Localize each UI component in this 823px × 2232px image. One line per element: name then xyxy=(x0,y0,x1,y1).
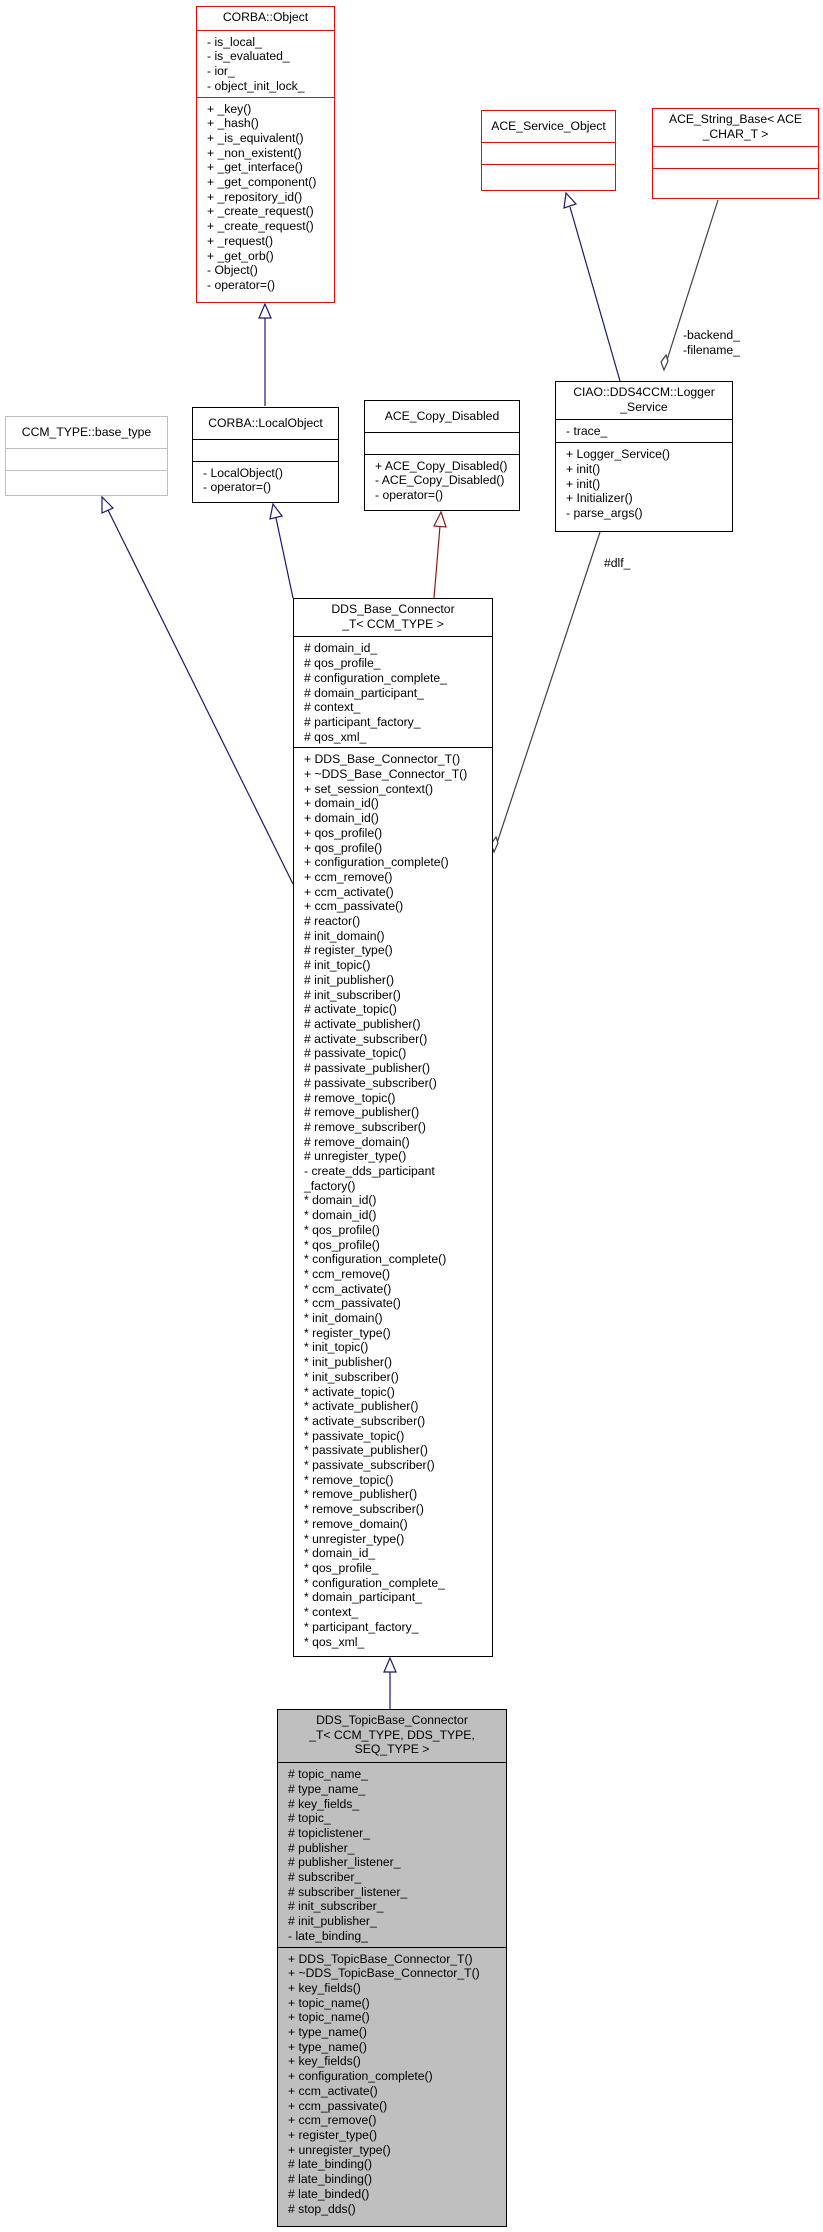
edge-base-connector-to-localobject xyxy=(270,504,293,598)
class-ace-string-base[interactable] xyxy=(652,108,819,199)
attribute: # init_subscriber_ xyxy=(288,1899,384,1914)
method: + _hash() xyxy=(207,116,259,131)
method: * activate_subscriber() xyxy=(304,1413,426,1428)
attribute: - object_init_lock_ xyxy=(207,78,305,93)
method: + DDS_Base_Connector_T() xyxy=(304,752,461,767)
class-title: CCM_TYPE::base_type xyxy=(6,417,167,449)
class-dds-topicbase-connector[interactable] xyxy=(277,1709,507,2227)
attribute: # configuration_complete_ xyxy=(304,670,447,685)
method: # late_binding() xyxy=(288,2157,373,2172)
method: + _is_equivalent() xyxy=(207,130,304,145)
method: + topic_name() xyxy=(288,2010,370,2025)
edge-label-dlf: #dlf_ xyxy=(604,556,631,570)
method: + ccm_activate() xyxy=(288,2083,378,2098)
attribute: # subscriber_ xyxy=(288,1870,362,1885)
method: * qos_profile() xyxy=(304,1222,380,1237)
method: + ACE_Copy_Disabled() xyxy=(375,458,508,473)
method: * qos_profile_ xyxy=(304,1561,379,1575)
method: * configuration_complete_ xyxy=(304,1575,445,1590)
method: + domain_id() xyxy=(304,811,379,826)
method: + _create_request() xyxy=(207,204,314,219)
method: # unregister_type() xyxy=(304,1149,407,1164)
method: - create_dds_participant _factory() xyxy=(304,1164,435,1193)
method: + DDS_TopicBase_Connector_T() xyxy=(288,1951,473,1966)
method: # passivate_subscriber() xyxy=(304,1075,437,1090)
method: + Logger_Service() xyxy=(566,447,670,462)
method: * passivate_topic() xyxy=(304,1428,405,1443)
method: # register_type() xyxy=(304,943,393,958)
method: + topic_name() xyxy=(288,1995,370,2010)
method: + ccm_activate() xyxy=(304,884,394,899)
attribute: - is_local_ xyxy=(207,34,262,49)
method: * activate_topic() xyxy=(304,1384,395,1399)
method: - operator=() xyxy=(207,277,276,292)
attribute: # key_fields_ xyxy=(288,1796,360,1811)
class-dds-base-connector[interactable] xyxy=(293,598,493,1657)
class-title: CORBA::LocalObject xyxy=(193,408,338,440)
edge-localobject-to-object xyxy=(259,304,271,406)
method: - operator=() xyxy=(203,480,272,495)
class-logger-service[interactable] xyxy=(555,381,733,532)
attribute: # topic_ xyxy=(288,1811,331,1826)
method: + domain_id() xyxy=(304,796,379,811)
method: * remove_domain() xyxy=(304,1516,408,1531)
attribute: # publisher_listener_ xyxy=(288,1855,401,1870)
methods-section xyxy=(193,462,338,498)
method: # init_domain() xyxy=(304,928,385,943)
methods-section xyxy=(365,455,519,506)
method: - Object() xyxy=(207,263,258,278)
method: - ACE_Copy_Disabled() xyxy=(375,473,505,488)
method: + init() xyxy=(566,476,601,491)
methods-section xyxy=(278,1948,506,2220)
method: + ccm_remove() xyxy=(288,2113,377,2128)
method: * qos_profile() xyxy=(304,1237,380,1252)
method: * context_ xyxy=(304,1605,359,1620)
method: + _repository_id() xyxy=(207,189,303,204)
method: + _get_component() xyxy=(207,175,317,190)
method: + key_fields() xyxy=(288,1980,361,1995)
attribute: # qos_xml_ xyxy=(304,729,367,744)
method: * remove_topic() xyxy=(304,1472,394,1487)
attribute: # domain_participant_ xyxy=(304,685,424,700)
method: # remove_subscriber() xyxy=(304,1119,426,1134)
method: # stop_dds() xyxy=(288,2201,356,2216)
edge-base-connector-to-copy-disabled xyxy=(434,512,446,598)
method: + qos_profile() xyxy=(304,840,383,855)
methods-section xyxy=(197,98,334,296)
method: * register_type() xyxy=(304,1325,391,1340)
attribute: # context_ xyxy=(304,700,361,715)
methods-section xyxy=(482,165,615,186)
method: + qos_profile() xyxy=(304,825,383,840)
method: # remove_publisher() xyxy=(304,1105,420,1120)
method: + _request() xyxy=(207,233,274,248)
method: + configuration_complete() xyxy=(288,2069,433,2084)
attribute: # qos_profile_ xyxy=(304,656,381,671)
attributes-section xyxy=(482,143,615,165)
methods-section xyxy=(556,443,732,524)
edge-label-backend-filename: -backend_ -filename_ xyxy=(683,328,740,357)
method: + init() xyxy=(566,461,601,476)
class-corba-object[interactable] xyxy=(196,6,335,303)
method: * ccm_passivate() xyxy=(304,1296,401,1311)
method: + _key() xyxy=(207,101,252,116)
class-title: ACE_Service_Object xyxy=(482,111,615,143)
method: - LocalObject() xyxy=(203,465,283,480)
class-title: DDS_TopicBase_Connector _T< CCM_TYPE, DDS_TYPE, SEQ_TYPE > xyxy=(278,1710,506,1763)
attribute: # type_name_ xyxy=(288,1781,366,1796)
attributes-section xyxy=(278,1763,506,1947)
method: + ccm_passivate() xyxy=(288,2098,388,2113)
method: * init_publisher() xyxy=(304,1355,393,1370)
methods-section xyxy=(6,471,167,492)
method: * remove_publisher() xyxy=(304,1487,418,1502)
class-title: DDS_Base_Connector _T< CCM_TYPE > xyxy=(294,599,492,637)
attributes-section xyxy=(6,449,167,471)
method: * init_subscriber() xyxy=(304,1369,399,1384)
class-ccm-type-base-type[interactable] xyxy=(5,416,168,496)
class-title: CORBA::Object xyxy=(197,7,334,31)
method: # late_binded() xyxy=(288,2186,370,2201)
class-ace-service-object[interactable] xyxy=(481,110,616,191)
method: + configuration_complete() xyxy=(304,855,449,870)
method: # init_topic() xyxy=(304,958,371,973)
method: * remove_subscriber() xyxy=(304,1502,424,1517)
method: + ccm_remove() xyxy=(304,869,393,884)
methods-section xyxy=(653,169,818,190)
method: # init_publisher() xyxy=(304,972,395,987)
method: # late_binding() xyxy=(288,2172,373,2187)
method: * passivate_publisher() xyxy=(304,1443,428,1458)
method: + ccm_passivate() xyxy=(304,899,404,914)
method: * init_domain() xyxy=(304,1311,383,1326)
method: # init_subscriber() xyxy=(304,987,401,1002)
method: + ~DDS_TopicBase_Connector_T() xyxy=(288,1966,480,1981)
method: * participant_factory_ xyxy=(304,1619,419,1634)
edge-logger-to-base-connector xyxy=(491,532,600,852)
method: * configuration_complete() xyxy=(304,1252,447,1267)
attribute: # participant_factory_ xyxy=(304,714,421,729)
edge-base-connector-to-base-type xyxy=(102,497,293,884)
method: + _get_orb() xyxy=(207,248,274,263)
method: * passivate_subscriber() xyxy=(304,1458,435,1473)
method: * unregister_type() xyxy=(304,1531,405,1546)
method: + key_fields() xyxy=(288,2054,361,2069)
attribute: # domain_id_ xyxy=(304,641,378,656)
attributes-section xyxy=(294,637,492,748)
method: + type_name() xyxy=(288,2039,367,2054)
method: * ccm_remove() xyxy=(304,1266,391,1281)
attribute: # topiclistener_ xyxy=(288,1825,370,1840)
edge-topicbase-to-base-connector xyxy=(384,1658,396,1709)
method: # passivate_publisher() xyxy=(304,1061,431,1076)
method: + _non_existent() xyxy=(207,145,302,160)
method: * qos_xml_ xyxy=(304,1634,365,1649)
attributes-section xyxy=(653,147,818,169)
method: + Initializer() xyxy=(566,491,633,506)
attribute: - is_evaluated_ xyxy=(207,49,290,64)
class-title: ACE_Copy_Disabled xyxy=(365,401,519,433)
method: * domain_id() xyxy=(304,1193,377,1208)
method: * init_topic() xyxy=(304,1340,369,1355)
method: + set_session_context() xyxy=(304,781,434,796)
method: # remove_domain() xyxy=(304,1134,410,1149)
method: + register_type() xyxy=(288,2127,378,2142)
method: # activate_publisher() xyxy=(304,1016,421,1031)
method: - operator=() xyxy=(375,488,444,503)
attribute: # publisher_ xyxy=(288,1840,355,1855)
method: + _create_request() xyxy=(207,219,314,234)
method: * domain_id_ xyxy=(304,1546,376,1561)
attribute: - ior_ xyxy=(207,64,235,79)
class-title: ACE_String_Base< ACE _CHAR_T > xyxy=(653,109,818,147)
method: * domain_id() xyxy=(304,1208,377,1223)
attributes-section xyxy=(556,420,732,443)
method: * domain_participant_ xyxy=(304,1590,422,1605)
method: - parse_args() xyxy=(566,505,643,520)
method: + unregister_type() xyxy=(288,2142,391,2157)
class-ace-copy-disabled[interactable] xyxy=(364,400,520,511)
class-corba-localobject[interactable] xyxy=(192,407,339,503)
method: # remove_topic() xyxy=(304,1090,396,1105)
attribute: # subscriber_listener_ xyxy=(288,1884,408,1899)
method: + _get_interface() xyxy=(207,160,303,175)
method: * ccm_activate() xyxy=(304,1281,392,1296)
method: # activate_topic() xyxy=(304,1002,397,1017)
attribute: - trace_ xyxy=(566,424,608,439)
attributes-section xyxy=(193,440,338,462)
attributes-section xyxy=(197,31,334,98)
method: # reactor() xyxy=(304,914,361,929)
attributes-section xyxy=(365,433,519,455)
edge-logger-to-service-object xyxy=(564,193,620,381)
method: + type_name() xyxy=(288,2025,367,2040)
method: + ~DDS_Base_Connector_T() xyxy=(304,767,468,782)
method: * activate_publisher() xyxy=(304,1399,419,1414)
methods-section xyxy=(294,748,492,1652)
attribute: # init_publisher_ xyxy=(288,1914,377,1929)
attribute: - late_binding_ xyxy=(288,1928,368,1943)
method: # passivate_topic() xyxy=(304,1046,407,1061)
attribute: # topic_name_ xyxy=(288,1767,368,1782)
class-title: CIAO::DDS4CCM::Logger _Service xyxy=(556,382,732,420)
method: # activate_subscriber() xyxy=(304,1031,428,1046)
